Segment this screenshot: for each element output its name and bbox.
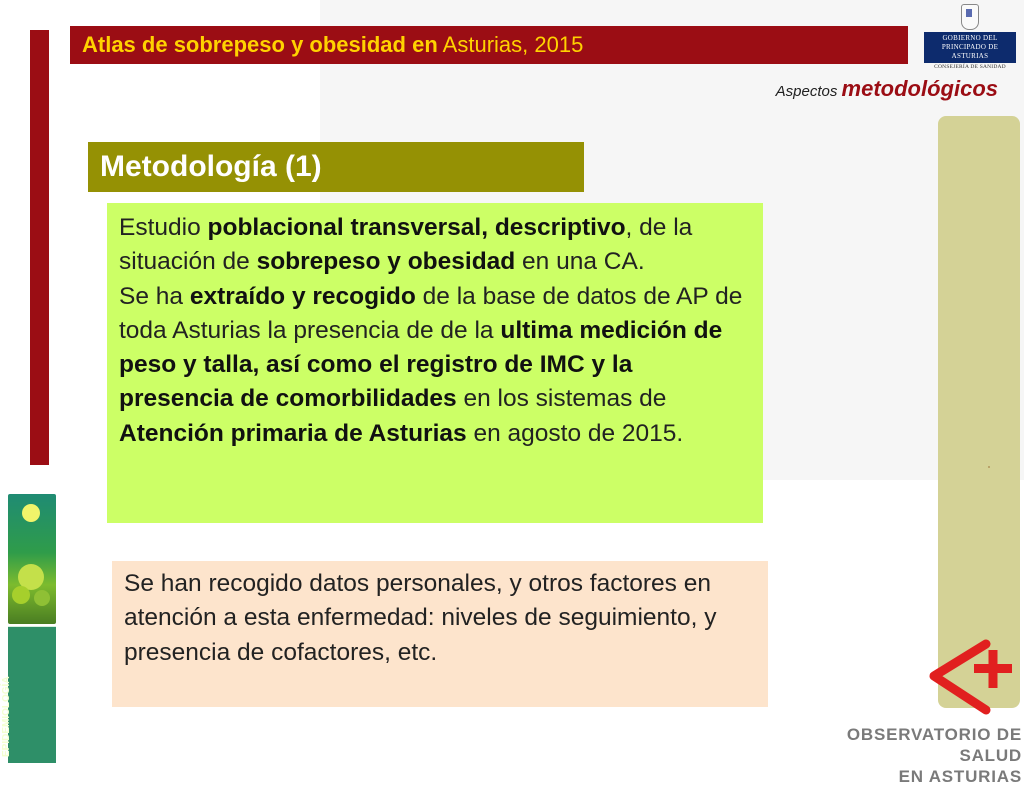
event-poster-image <box>8 494 56 624</box>
government-logo-line3: CONSEJERÍA DE SANIDAD <box>934 64 1006 70</box>
observatorio-symbol-icon <box>836 636 1022 722</box>
observatorio-logo-text <box>836 724 1022 787</box>
epidemiology-poster-text: EPIDEMIOLOGÍA <box>1 676 12 757</box>
title-bold: Atlas de sobrepeso y obesidad en <box>82 32 438 57</box>
text-p2d: ultima medición de peso y talla, así como el registro de IMC y la presencia de comorbilidades <box>119 316 723 413</box>
poster-sun-icon <box>22 504 40 522</box>
text-p2c: de la base de datos de AP de toda Asturias la presencia de de la <box>119 282 743 344</box>
epidemiology-poster <box>1 626 56 763</box>
study-description-box <box>107 203 763 523</box>
subtitle-small: Aspectos <box>775 83 842 100</box>
observatorio-logo <box>836 636 1022 786</box>
data-collection-text: Se han recogido datos personales, y otros factores en atención a esta enfermedad: niveles de seguimiento, y presencia de cofactores, etc. <box>124 570 717 666</box>
text-p2g: en agosto de 2015. <box>466 419 684 447</box>
text-p2a: Se ha <box>119 282 190 310</box>
government-logo <box>924 4 1016 70</box>
observatorio-line2: EN ASTURIAS <box>898 767 1022 786</box>
left-accent-bar <box>30 30 49 465</box>
text-p2f: Atención primaria de Asturias <box>119 419 467 447</box>
data-collection-box <box>112 561 768 707</box>
poster-tree-icon <box>34 590 50 606</box>
section-subtitle <box>776 76 998 102</box>
government-logo-box <box>924 32 1016 63</box>
subtitle-big: metodológicos <box>841 76 998 101</box>
text-p1b: poblacional transversal, descriptivo <box>207 214 626 241</box>
crest-icon <box>961 4 979 30</box>
text-p2e: en los sistemas de <box>456 385 667 413</box>
slide-title-bar <box>70 26 908 64</box>
right-decorative-panel <box>938 116 1020 708</box>
title-regular: Asturias, 2015 <box>437 32 584 57</box>
government-logo-line2: PRINCIPADO DE ASTURIAS <box>941 43 999 60</box>
text-p1d: sobrepeso y obesidad <box>256 248 516 276</box>
text-p1e: en una CA. <box>515 248 645 276</box>
government-logo-line1: GOBIERNO DEL <box>942 34 998 42</box>
text-p1a: Estudio <box>119 214 208 241</box>
text-p1c: , de la situación de <box>119 214 693 276</box>
poster-tree-icon <box>12 586 30 604</box>
decorative-dot <box>988 466 990 468</box>
methodology-heading: Metodología (1) <box>88 142 584 192</box>
observatorio-line1: OBSERVATORIO DE SALUD <box>846 725 1022 765</box>
text-p2b: extraído y recogido <box>189 282 416 310</box>
